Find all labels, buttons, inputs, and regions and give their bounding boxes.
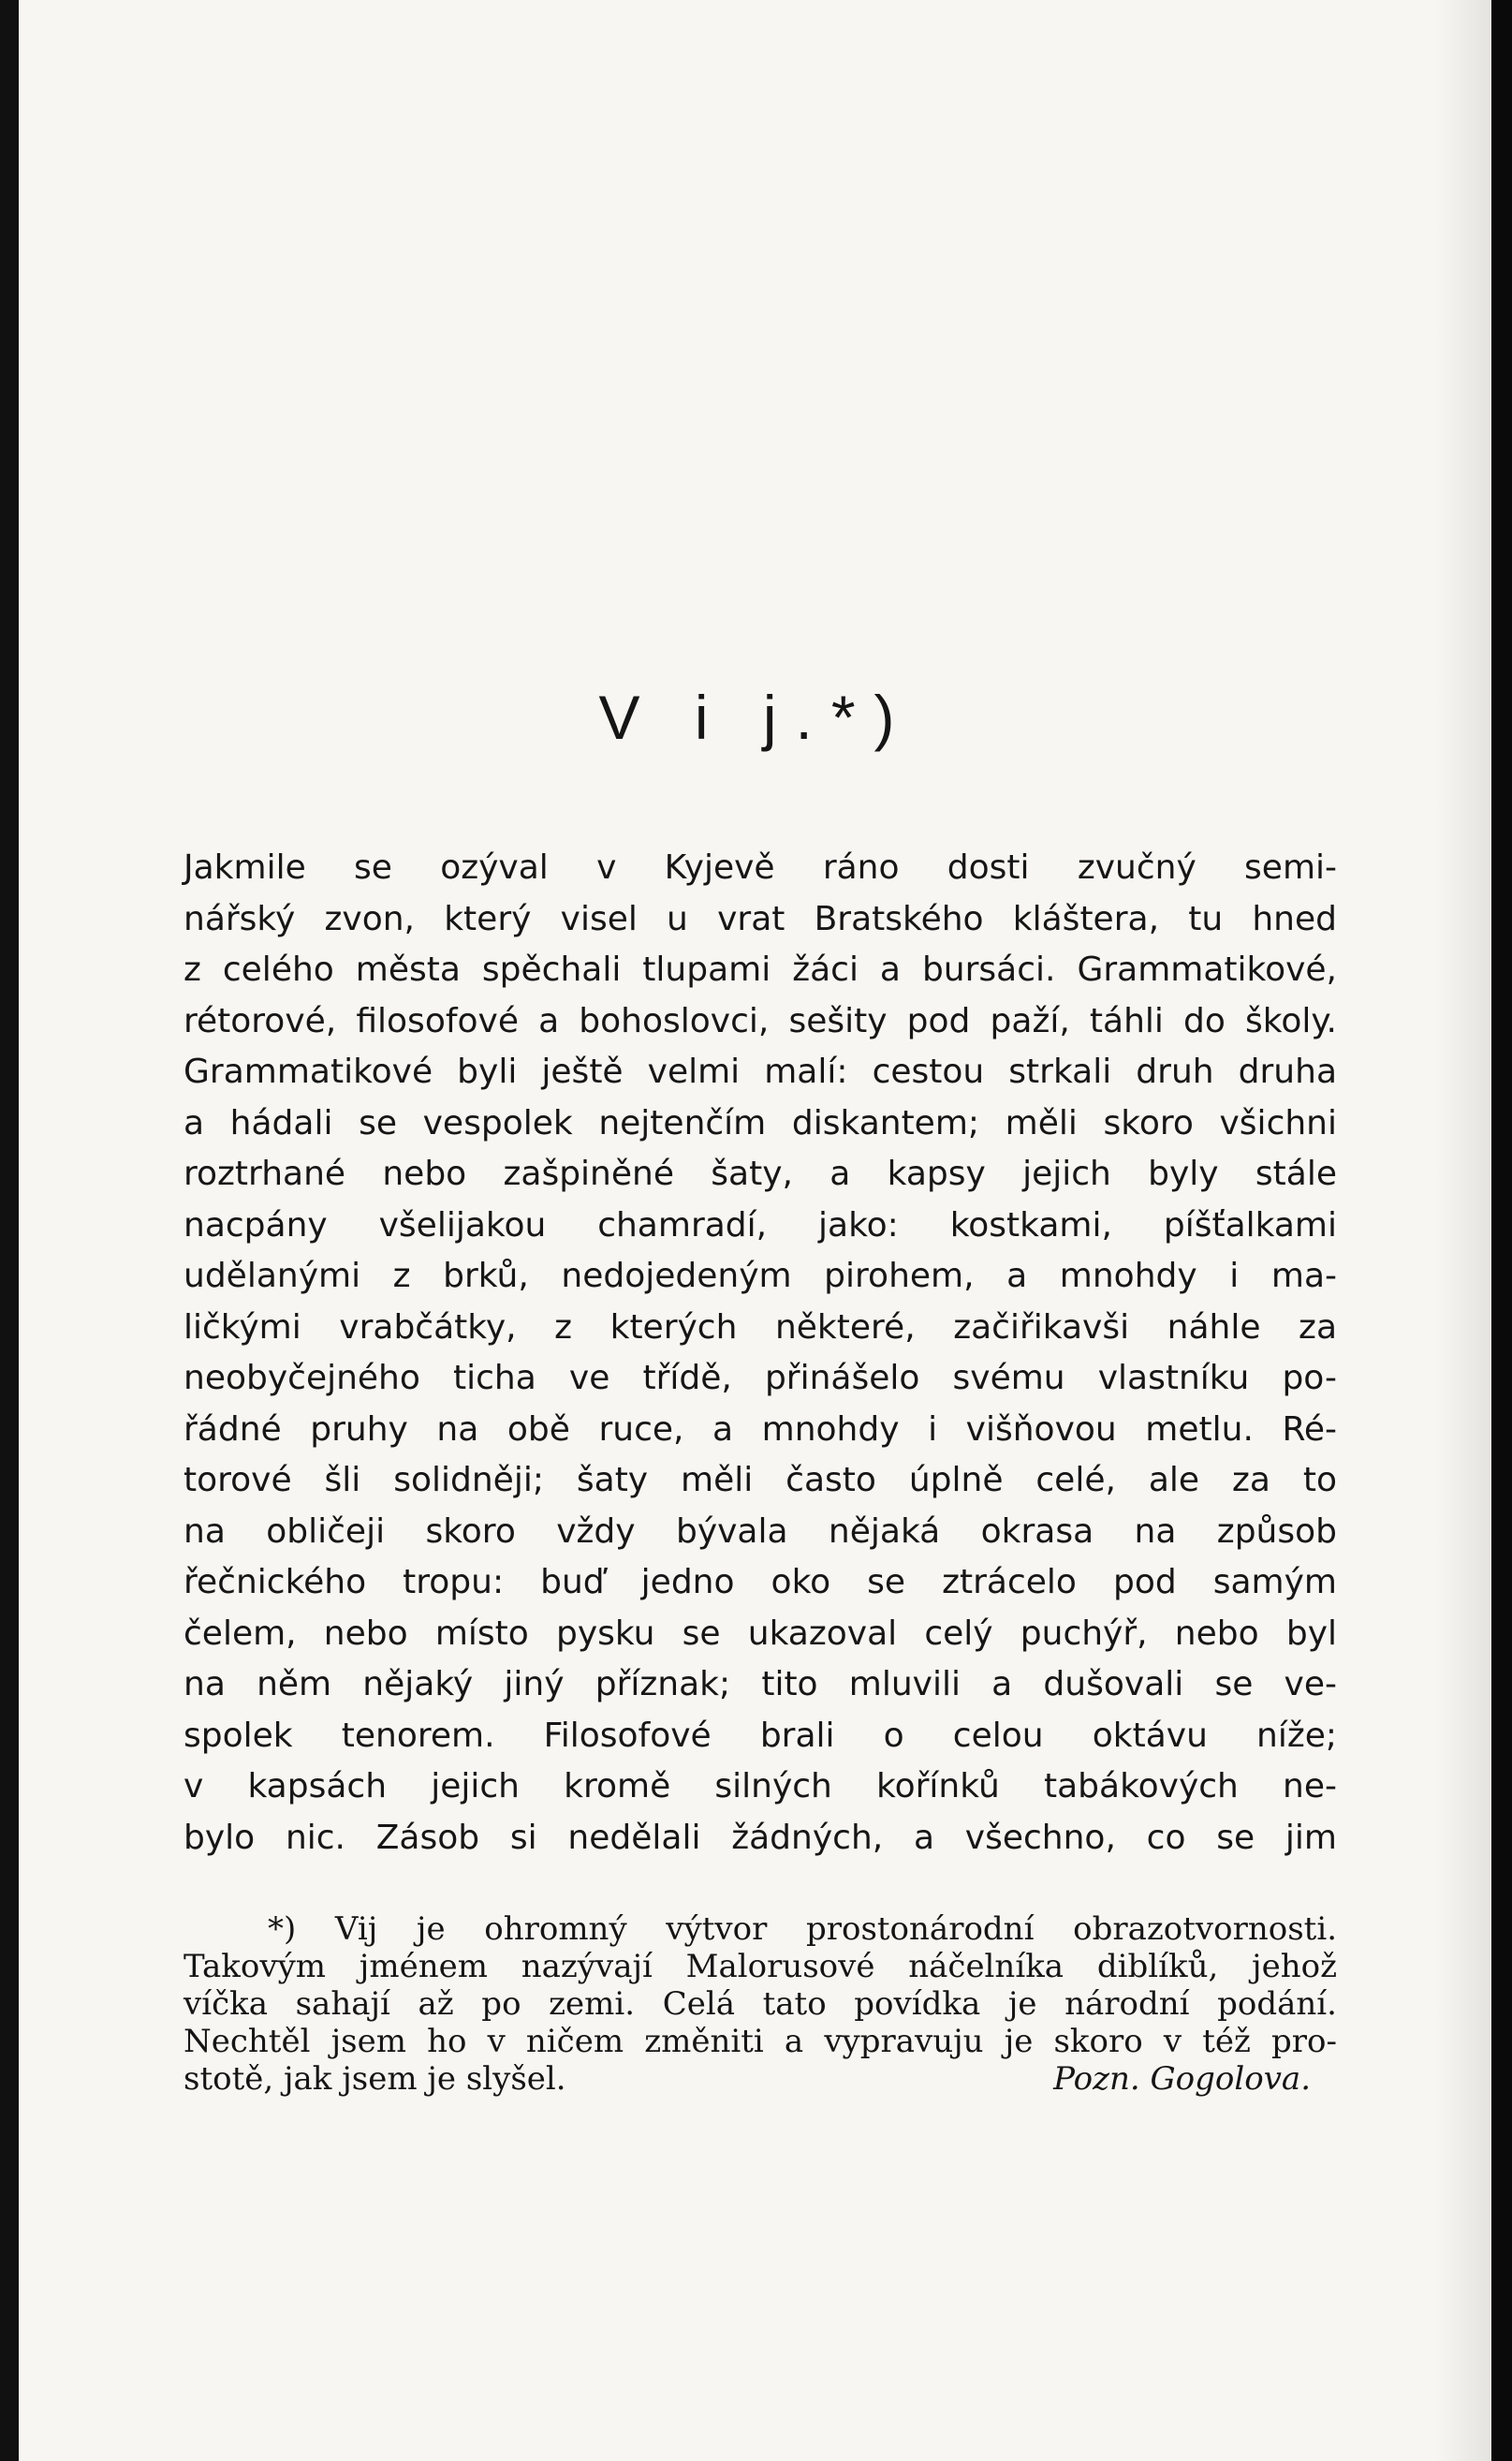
scan-left-edge — [0, 0, 19, 2461]
footnote-signature: Pozn. Gogolova. — [1053, 2060, 1311, 2098]
text-line: rétorové, filosofové a bohoslovci, sešity pod paží, táhli do školy. — [183, 1001, 1337, 1040]
footnote-line: Takovým jménem nazývají Malorusové náčelníka diblíků, jehož — [183, 1948, 1337, 1985]
page-title: V i j.*) — [598, 683, 914, 752]
text-line: ličkými vrabčátky, z kterých některé, začiřikavši náhle za — [183, 1307, 1337, 1347]
footnote-line: *) Vij je ohromný výtvor prostonárodní obrazotvornosti. — [268, 1910, 1337, 1948]
text-line: Jakmile se ozýval v Kyjevě ráno dosti zvučný semi- — [183, 848, 1337, 887]
text-line: Grammatikové byli ještě velmi malí: cestou strkali druh druha — [183, 1053, 1337, 1091]
text-line: na něm nějaký jiný příznak; tito mluvili a dušovali se ve- — [183, 1665, 1337, 1703]
text-line: nářský zvon, který visel u vrat Bratského kláštera, tu hned — [183, 899, 1337, 938]
text-line: z celého města spěchali tlupami žáci a bursáci. Grammatikové, — [183, 951, 1337, 989]
text-line: řečnického tropu: buď jedno oko se ztrácelo pod samým — [183, 1563, 1337, 1601]
page-gutter-shadow — [1435, 0, 1491, 2461]
body-text — [183, 843, 1337, 1864]
text-line: a hádali se vespolek nejtenčím diskantem; měli skoro všichni — [183, 1103, 1337, 1142]
text-line: udělanými z brků, nedojedeným pirohem, a mnohdy i ma- — [183, 1257, 1337, 1295]
footnote-line: Nechtěl jsem ho v ničem změniti a vypravuju je skoro v též pro- — [183, 2023, 1337, 2060]
text-line: nacpány všelijakou chamradí, jako: kostkami, píšťalkami — [183, 1205, 1337, 1245]
text-line: v kapsách jejich kromě silných kořínků tabákových ne- — [183, 1767, 1337, 1805]
footnote-last-line — [183, 2060, 1337, 2098]
text-line: neobyčejného ticha ve třídě, přinášelo svému vlastníku po- — [183, 1359, 1337, 1397]
text-line: roztrhané nebo zašpiněné šaty, a kapsy jejich byly stále — [183, 1155, 1337, 1193]
footnote — [183, 1910, 1337, 2098]
text-line: bylo nic. Zásob si nedělali žádných, a všechno, co se jim — [183, 1818, 1337, 1857]
text-line: spolek tenorem. Filosofové brali o celou oktávu níže; — [183, 1716, 1337, 1755]
text-line: čelem, nebo místo pysku se ukazoval celý puchýř, nebo byl — [183, 1614, 1337, 1653]
text-line: torové šli solidněji; šaty měli často úplně celé, ale za to — [183, 1461, 1337, 1499]
footnote-line: víčka sahají až po zemi. Celá tato povídka je národní podání. — [183, 1985, 1337, 2023]
footnote-line: stotě, jak jsem je slyšel. — [183, 2060, 566, 2098]
book-page — [19, 0, 1491, 2461]
text-line: na obličeji skoro vždy bývala nějaká okrasa na způsob — [183, 1511, 1337, 1551]
text-line: řádné pruhy na obě ruce, a mnohdy i višňovou metlu. Ré- — [183, 1409, 1337, 1449]
scan-right-edge — [1491, 0, 1512, 2461]
